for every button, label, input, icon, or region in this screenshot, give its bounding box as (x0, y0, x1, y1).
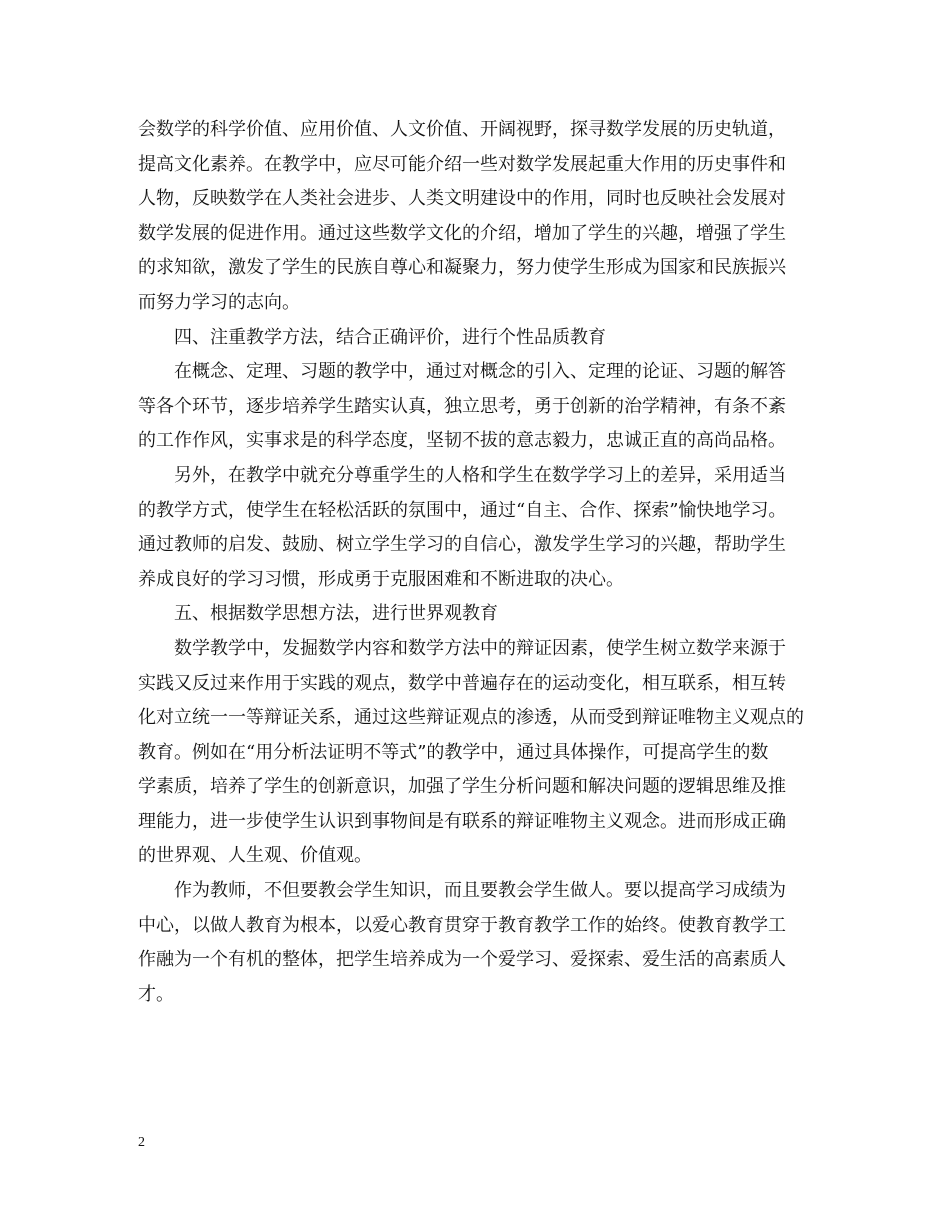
text-line: 学素质，培养了学生的创新意识，加强了学生分析问题和解决问题的逻辑思维及推 (138, 776, 786, 798)
section-heading: 五、根据数学思想方法，进行世界观教育 (174, 603, 498, 625)
text-line: 中心，以做人教育为根本，以爱心教育贯穿于教育教学工作的始终。使教育教学工 (138, 914, 786, 936)
text-line: 通过教师的启发、鼓励、树立学生学习的自信心，激发学生学习的兴趣，帮助学生 (138, 534, 786, 556)
text-line: 实践又反过来作用于实践的观点，数学中普遍存在的运动变化，相互联系，相互转 (138, 672, 786, 694)
text-line: 养成良好的学习习惯，形成勇于克服困难和不断进取的决心。 (138, 568, 624, 590)
text-line: 理能力，进一步使学生认识到事物间是有联系的辩证唯物主义观念。进而形成正确 (138, 810, 786, 832)
text-line: 人物，反映数学在人类社会进步、人类文明建设中的作用，同时也反映社会发展对 (138, 188, 786, 210)
body-text (138, 113, 818, 1012)
text-line: 在概念、定理、习题的教学中，通过对概念的引入、定理的论证、习题的解答 (174, 361, 786, 383)
text-line: 作为教师，不但要教会学生知识，而且要教会学生做人。要以提高学习成绩为 (174, 880, 786, 902)
text-line: 等各个环节，逐步培养学生踏实认真，独立思考，勇于创新的治学精神，有条不紊 (138, 395, 786, 417)
text-line: 作融为一个有机的整体，把学生培养成为一个爱学习、爱探索、爱生活的高素质人 (138, 949, 786, 971)
section-heading: 四、注重教学方法，结合正确评价，进行个性品质教育 (174, 326, 606, 348)
text-line: 的求知欲，激发了学生的民族自尊心和凝聚力，努力使学生形成为国家和民族振兴 (138, 257, 786, 279)
text-line: 数学教学中，发掘数学内容和数学方法中的辩证因素，使学生树立数学来源于 (174, 637, 786, 659)
text-line: 教育。例如在“用分析法证明不等式”的教学中，通过具体操作，可提高学生的数 (138, 741, 769, 763)
page-number: 2 (138, 1135, 145, 1150)
text-line: 数学发展的促进作用。通过这些数学文化的介绍，增加了学生的兴趣，增强了学生 (138, 222, 786, 244)
text-line: 化对立统一一等辩证关系，通过这些辩证观点的渗透，从而受到辩证唯物主义观点的 (138, 707, 804, 729)
text-line: 才。 (138, 983, 174, 1005)
text-line: 提高文化素养。在教学中，应尽可能介绍一些对数学发展起重大作用的历史事件和 (138, 153, 786, 175)
text-line: 会数学的科学价值、应用价值、人文价值、开阔视野，探寻数学发展的历史轨道， (138, 119, 786, 140)
text-line: 的工作作风，实事求是的科学态度，坚韧不拔的意志毅力，忠诚正直的高尚品格。 (138, 430, 786, 452)
text-line: 而努力学习的志向。 (138, 291, 300, 313)
text-line: 另外，在教学中就充分尊重学生的人格和学生在数学学习上的差异，采用适当 (174, 464, 786, 486)
text-line: 的教学方式，使学生在轻松活跃的氛围中，通过“自主、合作、探索”愉快地学习。 (138, 499, 787, 521)
text-line: 的世界观、人生观、价值观。 (138, 845, 372, 867)
